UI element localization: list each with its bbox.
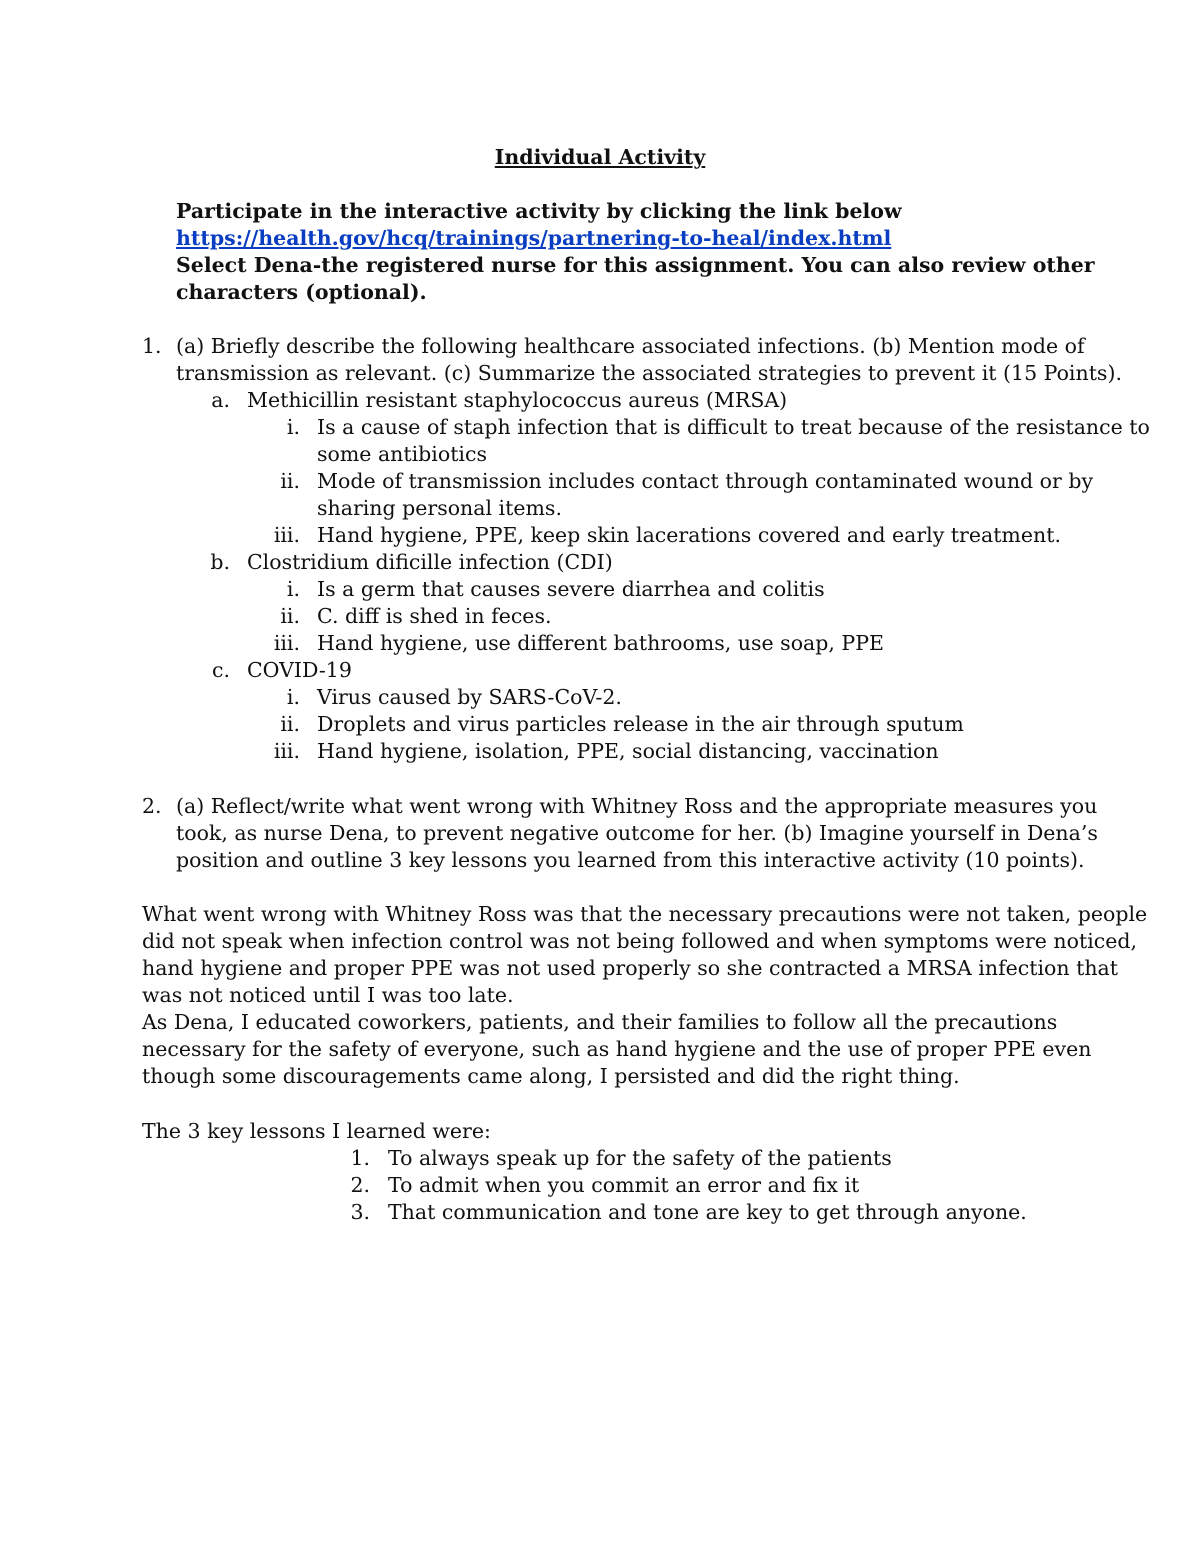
q1-item-c-letter: c.	[212, 658, 230, 682]
instruction-line-2: Select Dena-the registered nurse for this assignment. You can also review other	[176, 253, 1095, 277]
q1-item-b-sub-3-num: iii.	[273, 631, 300, 655]
q1-item-c-sub-2-num: ii.	[280, 712, 300, 736]
q1-item-a-sub-1-num: i.	[286, 415, 300, 439]
lessons-intro: The 3 key lessons I learned were:	[142, 1119, 491, 1143]
q1-item-c-text: COVID-19	[247, 658, 352, 682]
answer-p2-line-2: necessary for the safety of everyone, such as hand hygiene and the use of proper PPE even	[142, 1037, 1092, 1061]
q1-item-a-sub-3-num: iii.	[273, 523, 300, 547]
answer-p1-line-4: was not noticed until I was too late.	[142, 983, 514, 1007]
q1-item-b-sub-2-num: ii.	[280, 604, 300, 628]
answer-p2-line-1: As Dena, I educated coworkers, patients, and their families to follow all the precautions	[142, 1010, 1058, 1034]
instruction-line-3: characters (optional).	[176, 280, 427, 304]
q1-item-a-sub-2-num: ii.	[280, 469, 300, 493]
q1-item-c-sub-2-line-1: Droplets and virus particles release in the air through sputum	[317, 712, 964, 736]
q1-item-b-text: Clostridium dificille infection (CDI)	[247, 550, 613, 574]
q1-item-b-sub-1-num: i.	[286, 577, 300, 601]
q2-line-2: took, as nurse Dena, to prevent negative outcome for her. (b) Imagine yourself in Dena’s	[176, 821, 1098, 845]
q1-number: 1.	[142, 334, 162, 358]
q1-item-a-sub-2-line-2: sharing personal items.	[317, 496, 562, 520]
page-title: Individual Activity	[494, 145, 706, 169]
lesson-3-text: That communication and tone are key to get through anyone.	[388, 1200, 1027, 1224]
q1-item-c-sub-3-line-1: Hand hygiene, isolation, PPE, social distancing, vaccination	[317, 739, 939, 763]
lesson-2-num: 2.	[350, 1173, 370, 1197]
q1-item-b-sub-2-line-1: C. diff is shed in feces.	[317, 604, 552, 628]
q1-item-c-sub-1-line-1: Virus caused by SARS-CoV-2.	[317, 685, 622, 709]
answer-p2-line-3: though some discouragements came along, I persisted and did the right thing.	[142, 1064, 960, 1088]
q1-item-a-text: Methicillin resistant staphylococcus aureus (MRSA)	[247, 388, 788, 412]
q1-item-a-letter: a.	[211, 388, 230, 412]
q1-item-c-sub-1-num: i.	[286, 685, 300, 709]
lesson-1-num: 1.	[350, 1146, 370, 1170]
q2-line-3: position and outline 3 key lessons you learned from this interactive activity (10 points).	[176, 848, 1085, 872]
answer-p1-line-3: hand hygiene and proper PPE was not used properly so she contracted a MRSA infection that	[142, 956, 1119, 980]
q1-line-2: transmission as relevant. (c) Summarize the associated strategies to prevent it (15 Points).	[176, 361, 1122, 385]
lesson-1-text: To always speak up for the safety of the patients	[388, 1146, 892, 1170]
answer-p1-line-1: What went wrong with Whitney Ross was that the necessary precautions were not taken, people	[142, 902, 1148, 926]
q1-item-c-sub-3-num: iii.	[273, 739, 300, 763]
q1-item-b-sub-3-line-1: Hand hygiene, use different bathrooms, use soap, PPE	[317, 631, 884, 655]
q1-item-a-sub-1-line-2: some antibiotics	[317, 442, 487, 466]
q2-number: 2.	[142, 794, 162, 818]
lesson-2-text: To admit when you commit an error and fix it	[388, 1173, 860, 1197]
q1-item-b-sub-1-line-1: Is a germ that causes severe diarrhea and colitis	[317, 577, 825, 601]
q1-item-a-sub-1-line-1: Is a cause of staph infection that is difficult to treat because of the resistance to	[317, 415, 1150, 439]
q1-item-b-letter: b.	[210, 550, 230, 574]
q1-item-a-sub-2-line-1: Mode of transmission includes contact through contaminated wound or by	[317, 469, 1094, 493]
q1-item-a-sub-3-line-1: Hand hygiene, PPE, keep skin lacerations covered and early treatment.	[317, 523, 1061, 547]
answer-p1-line-2: did not speak when infection control was not being followed and when symptoms were noticed,	[142, 929, 1138, 953]
q1-line-1: (a) Briefly describe the following healthcare associated infections. (b) Mention mode of	[176, 334, 1085, 358]
instruction-line-1: Participate in the interactive activity by clicking the link below	[176, 199, 902, 223]
activity-link[interactable]: https://health.gov/hcq/trainings/partnering-to-heal/index.html	[176, 226, 892, 250]
q2-line-1: (a) Reflect/write what went wrong with Whitney Ross and the appropriate measures you	[176, 794, 1098, 818]
lesson-3-num: 3.	[350, 1200, 370, 1224]
